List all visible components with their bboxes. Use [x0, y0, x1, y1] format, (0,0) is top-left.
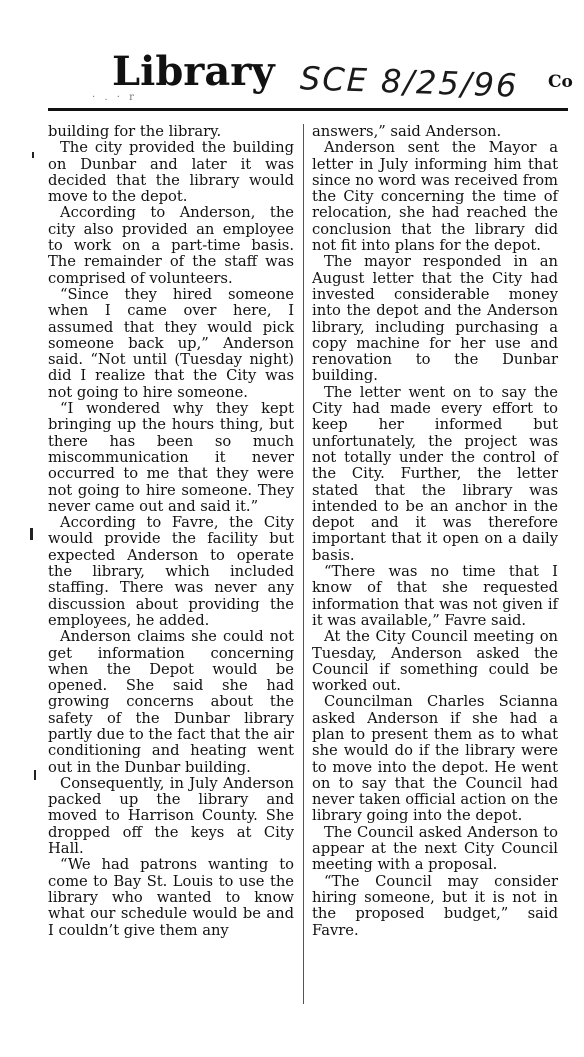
article-paragraph: At the City Council meeting on Tuesday, Anderson asked the Council if something could be worked out.	[312, 628, 558, 695]
article-paragraph: The Council asked Anderson to appear at the next City Council meeting with a proposal.	[312, 823, 558, 874]
headline: Library	[112, 48, 275, 95]
cut-off-corner-text: Co	[548, 72, 573, 92]
article-paragraph: “We had patrons wanting to come to Bay St. Louis to use the library who wanted to know what our schedule would be and I couldn’t give them any	[48, 856, 294, 939]
smudge-marks: · . · r	[92, 92, 137, 103]
article-paragraph: “Since they hired someone when I came over here, I assumed that they would pick someone back up,” Anderson said. “Not until (Tuesday night) did I realize that the City was not going to hire someone.	[48, 285, 294, 401]
header-rule	[48, 108, 568, 111]
article-paragraph: answers,” said Anderson.	[312, 123, 502, 140]
column-divider	[303, 124, 304, 1004]
margin-mark	[32, 152, 34, 158]
article-paragraph: The mayor responded in an August letter that the City had invested considerable money into the depot and the Anderson library, including purchasing a copy machine for her use and renovation to the Dunbar building.	[312, 253, 558, 385]
article-paragraph: Councilman Charles Scianna asked Anderson if she had a plan to present them as to what she would do if the library were to move into the depot. He went on to say that the Council had never taken official action on the library going into the depot.	[312, 693, 558, 825]
article-column-left	[48, 124, 294, 939]
article-paragraph: “I wondered why they kept bringing up the hours thing, but there has been so much miscommunication it never occurred to me that they were not going to hire someone. They never came out and said it.”	[48, 400, 294, 515]
handwritten-date-note: SCE 8/25/96	[299, 59, 520, 105]
article-paragraph: The city provided the building on Dunbar and later it was decided that the library would move to the depot.	[48, 139, 294, 206]
article-paragraph: “There was no time that I know of that she requested information that was not given if it was available,” Favre said.	[312, 563, 558, 629]
margin-mark	[30, 528, 33, 540]
article-column-right	[312, 124, 558, 939]
article-paragraph: building for the library.	[48, 123, 222, 140]
article-paragraph: “The Council may consider hiring someone, but it is not in the proposed budget,” said Favre.	[312, 872, 558, 939]
article-paragraph: According to Favre, the City would provide the facility but expected Anderson to operate the library, which included staffing. There was never any discussion about providing the employees, he added.	[48, 514, 294, 629]
article-paragraph: Anderson claims she could not get information concerning when the Depot would be opened. She said she had growing concerns about the safety of the Dunbar library partly due to the fact that the air conditioning and heating went out in the Dunbar building.	[48, 628, 294, 776]
article-paragraph: Consequently, in July Anderson packed up the library and moved to Harrison County. She dropped off the keys at City Hall.	[48, 774, 294, 858]
margin-mark	[34, 770, 36, 780]
article-paragraph: The letter went on to say the City had made every effort to keep her informed but unfortunately, the project was not totally under the control of the City. Further, the letter stated that the library was intended to be an anchor in the depot and it was therefore important that it open on a daily basis.	[312, 383, 558, 564]
article-paragraph: Anderson sent the Mayor a letter in July informing him that since no word was received from the City concerning the time of relocation, she had reached the conclusion that the library did not fit into plans for the depot.	[312, 139, 558, 255]
article-paragraph: According to Anderson, the city also provided an employee to work on a part-time basis. The remainder of the staff was comprised of volunteers.	[48, 204, 294, 287]
